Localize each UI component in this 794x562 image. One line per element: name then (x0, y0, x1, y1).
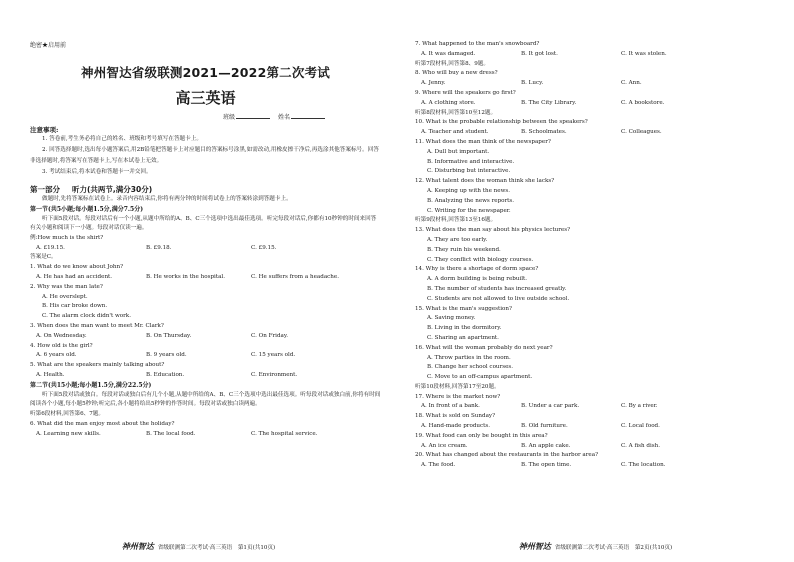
option-b: B. Lucy. (521, 80, 544, 87)
question-4: 4. How old is the girl? (30, 342, 93, 349)
question-3-options (30, 332, 381, 342)
option-c: C. £9.15. (251, 244, 277, 251)
option-a: A. Jenny. (421, 80, 446, 87)
question-20: 20. What has changed about the restaurants in the harbor area? (415, 452, 599, 459)
question-3: 3. When does the man want to meet Mr. Clark? (30, 322, 164, 329)
option-b: B. Change her school courses. (427, 364, 514, 371)
question-14: 14. Why is there a shortage of dorm space? (415, 266, 539, 273)
section2-heading: 第二节(共15小题;每小题1.5分,满分22.5分) (30, 381, 152, 389)
option-b: B. Living in the dormitory. (427, 325, 502, 332)
option-a: A. In front of a bank. (421, 403, 480, 410)
option-c: C. The hospital service. (251, 430, 318, 437)
option-a: A. They are too early. (427, 236, 488, 243)
question-17: 17. Where is the market now? (415, 393, 501, 400)
option-b: B. Informative and interactive. (427, 158, 515, 165)
part1-label: 第一部分 (30, 185, 60, 194)
option-a: A. Learning new skills. (36, 430, 101, 437)
option-a: A. An ice cream. (421, 442, 468, 449)
question-4-options (30, 351, 381, 361)
question-1: 1. What do we know about John? (30, 264, 124, 271)
question-19-options (415, 442, 770, 452)
option-a: A. Dull but important. (427, 148, 490, 155)
name-blank (291, 118, 325, 119)
option-a: A. Saving money. (427, 315, 476, 322)
secret-label: 绝密★启用前 (30, 42, 67, 49)
footer-text: 省级联测第二次考试·高三英语 第2页(共10页) (554, 545, 673, 551)
option-c: C. Writing for the newspaper. (427, 207, 511, 214)
option-c: C. Colleagues. (621, 129, 662, 136)
page-2-footer (397, 541, 794, 552)
question-17-options (415, 402, 770, 412)
option-b: B. The number of students has increased greatly. (427, 285, 567, 292)
option-a: A. It was damaged. (421, 50, 476, 57)
option-a: A. He has had an accident. (36, 273, 113, 280)
part1-title: 听力(共两节,满分30分) (72, 185, 153, 194)
option-b: B. It got lost. (521, 50, 558, 57)
option-a: A. Keeping up with the news. (427, 187, 511, 194)
option-c: C. A fish dish. (621, 442, 661, 449)
part1-intro: 做题时,先将答案标在试卷上。录音内容结束后,你将有两分钟的时间将试卷上的答案转涂到答题卡上。 (42, 196, 292, 202)
question-9-options (415, 99, 770, 109)
footer-brand: 神州智达 (518, 541, 551, 551)
example-question: 例:How much is the shirt? (30, 234, 104, 241)
footer-text: 省级联测第二次考试·高三英语 第1页(共10页) (157, 545, 276, 551)
name-label: 姓名 (277, 114, 290, 121)
option-c: C. Students are not allowed to live outside school. (427, 295, 570, 302)
option-b: B. £9.18. (146, 244, 172, 251)
part1-heading (30, 184, 381, 195)
option-a: A. A clothing store. (421, 99, 476, 106)
option-c: C. Move to an off-campus apartment. (427, 374, 533, 381)
option-a: A. 6 years old. (36, 352, 77, 359)
notice-heading: 注意事项: (30, 126, 59, 134)
option-b: B. Education. (146, 371, 185, 378)
question-1-options (30, 273, 381, 283)
option-c: C. Ann. (621, 80, 642, 87)
material-note: 听第6段材料,回答第6、7题。 (30, 410, 104, 417)
material-note: 听第7段材料,回答第8、9题。 (415, 60, 489, 67)
question-5-options (30, 371, 381, 381)
option-b: B. 9 years old. (146, 352, 187, 359)
page-1-footer (0, 541, 397, 552)
question-18-options (415, 422, 770, 432)
option-c: C. The location. (621, 462, 666, 469)
question-8-options (415, 79, 770, 89)
option-c: C. On Friday. (251, 332, 289, 339)
option-c: C. 15 years old. (251, 352, 296, 359)
student-fields (30, 112, 381, 121)
question-13: 13. What does the man say about his physics lectures? (415, 227, 571, 234)
option-c: C. Sharing an apartment. (427, 334, 499, 341)
option-c: C. They conflict with biology courses. (427, 256, 534, 263)
option-c: C. He suffers from a headache. (251, 273, 339, 280)
exam-subtitle: 高三英语 (175, 89, 236, 107)
example-options (30, 244, 381, 254)
option-c: C. Disturbing but interactive. (427, 168, 511, 175)
section1-heading: 第一节(共5小题;每小题1.5分,满分7.5分) (30, 205, 144, 213)
material-note: 听第8段材料,回答第10至12题。 (415, 109, 497, 116)
option-a: A. Hand-made products. (421, 423, 491, 430)
question-10: 10. What is the probable relationship between the speakers? (415, 119, 588, 126)
option-c: C. The alarm clock didn't work. (42, 313, 131, 320)
option-c: C. Environment. (251, 371, 298, 378)
question-6: 6. What did the man enjoy most about the holiday? (30, 420, 175, 427)
question-18: 18. What is sold on Sunday? (415, 413, 496, 420)
option-b: B. Old furniture. (521, 423, 568, 430)
page-2 (397, 0, 794, 562)
question-5: 5. What are the speakers mainly talking about? (30, 362, 165, 369)
option-c: C. By a river. (621, 403, 658, 410)
option-a: A. He overslept. (42, 293, 88, 300)
option-b: B. His car broke down. (42, 303, 108, 310)
footer-brand: 神州智达 (121, 541, 154, 551)
material-note: 听第10段材料,回答第17至20题。 (415, 383, 500, 390)
exam-title: 神州智达省级联测2021—2022第二次考试 (81, 65, 330, 80)
question-12: 12. What talent does the woman think she lacks? (415, 178, 555, 185)
question-7: 7. What happened to the man's snowboard? (415, 41, 540, 47)
option-b: B. The open time. (521, 462, 572, 469)
material-note: 听第9段材料,回答第13至16题。 (415, 217, 497, 224)
option-b: B. On Thursday. (146, 332, 192, 339)
notice-1: 1. 答卷前,考生务必将自己的姓名、班级和考号填写在答题卡上。 (42, 136, 202, 142)
option-b: B. The City Library. (521, 99, 577, 106)
option-b: B. Analyzing the news reports. (427, 197, 515, 204)
option-a: A. A dorm building is being rebuilt. (427, 276, 528, 283)
question-10-options (415, 128, 770, 138)
option-a: A. On Wednesday. (36, 332, 87, 339)
option-b: B. The local food. (146, 430, 196, 437)
question-2: 2. Why was the man late? (30, 283, 103, 290)
notice-2: 2. 回答选择题时,选出每小题答案后,用2B铅笔把答题卡上对应题目的答案标号涂黑,如需改动,用橡皮擦干净后,再选涂其他答案标号。回答非选择题时,将答案写在答题卡上,写在本试卷上无效。 (30, 147, 379, 164)
option-b: B. An apple cake. (521, 442, 571, 449)
option-a: A. Health. (36, 371, 65, 378)
option-c: C. A bookstore. (621, 99, 665, 106)
question-15: 15. What is the man's suggestion? (415, 305, 513, 312)
class-label: 班级 (223, 114, 236, 121)
question-16: 16. What will the woman probably do next year? (415, 344, 553, 351)
question-19: 19. What food can only be bought in this area? (415, 432, 548, 439)
question-20-options (415, 461, 770, 471)
notice-3: 3. 考试结束后,将本试卷和答题卡一并交回。 (42, 169, 152, 175)
question-8: 8. Who will buy a new dress? (415, 70, 498, 77)
option-b: B. Schoolmates. (521, 129, 567, 136)
class-blank (236, 118, 270, 119)
option-b: B. He works in the hospital. (146, 273, 225, 280)
option-b: B. Under a car park. (521, 403, 580, 410)
section2-intro: 听下面5段对话或独白。每段对话或独白后有几个小题,从题中所给的A、B、C三个选项中选出最佳选项。听每段对话或独白前,你将有时间阅读各个小题,每小题5秒钟;听完后,各小题将给出5秒钟的作答时间。每段对话或独白读两遍。 (30, 391, 381, 408)
option-a: A. £19.15. (36, 244, 65, 251)
example-answer: 答案是C。 (30, 254, 57, 261)
option-b: B. They ruin his weekend. (427, 246, 501, 253)
question-6-options (30, 430, 381, 440)
question-11: 11. What does the man think of the newspaper? (415, 138, 551, 145)
option-c: C. It was stolen. (621, 50, 667, 57)
question-9: 9. Where will the speakers go first? (415, 89, 516, 96)
question-7-options (415, 50, 770, 60)
option-a: A. Throw parties in the room. (427, 354, 511, 361)
section1-intro: 听下面5段对话。每段对话后有一个小题,从题中所给的A、B、C三个选项中选出最佳选项。听完每段对话后,你都有10秒钟的时间来回答有关小题和阅读下一小题。每段对话仅读一遍。 (30, 215, 377, 232)
option-a: A. The food. (421, 462, 456, 469)
option-a: A. Teacher and student. (421, 129, 489, 136)
option-c: C. Local food. (621, 423, 660, 430)
